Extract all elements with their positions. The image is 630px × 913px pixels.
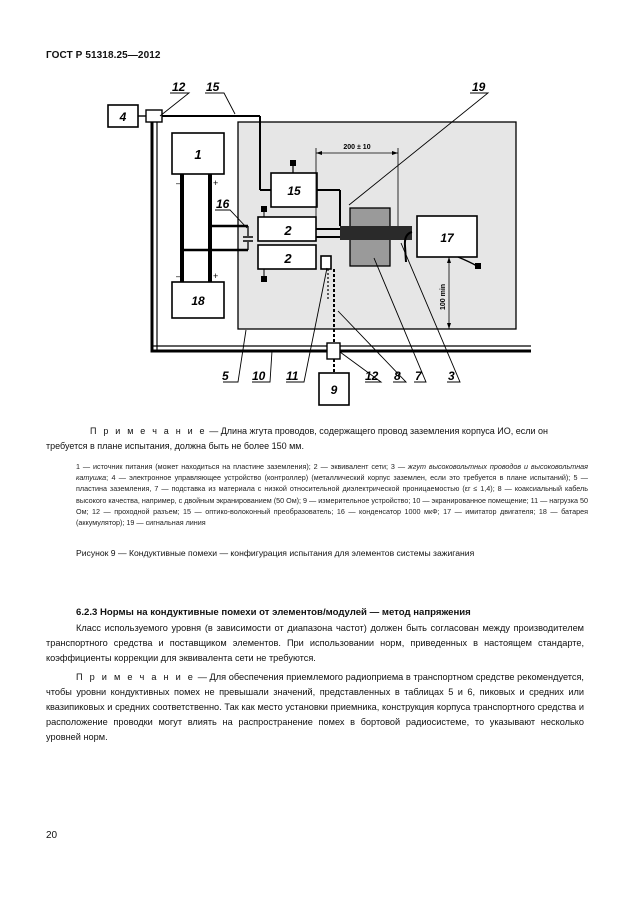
plus-bottom: + bbox=[213, 271, 219, 281]
dimension-vertical: 100 min bbox=[440, 283, 447, 310]
minus-top: – bbox=[176, 178, 182, 188]
label-1: 1 bbox=[194, 147, 202, 162]
note2-prefix: П р и м е ч а н и е bbox=[76, 672, 196, 682]
figure-legend bbox=[76, 461, 588, 528]
note2-text: — Для обеспечения приемлемого радиоприема в транспортном средстве рекомендуется, чтобы уровни кондуктивных помех не превышали значений, представленных в таблицах 5 и 6, пиковых и средних или квазипиковых и средних соответственно. Так как место установки приемника, конструкция корпуса транспортного средства и расположение проводки могут влиять на распространение помех в бортовой радиосистеме, то указывают несколько уровней норм. bbox=[46, 672, 584, 742]
legend-part-c: ; 4 — электронное управляющее устройство (контроллер) (металлический корпус заземлен, если это требуется в плане испытаний); 5 — пластина заземления, 7 — подставка из материала с низкой относительной диэлектрической проницаемостью (εr ≤ 1,4); 8 — коаксиальный кабель высокого качества, например, с двойным экранированием (50 Ом); 9 — измерительное устройство; 10 — экранированное помещение; 11 — нагрузка 50 Ом; 12 — проходной разъем; 15 — оптико-волоконный преобразователь; 16 — конденсатор 1000 мкФ; 17 — имитатор двигателя; 18 — батарея (аккумулятор); 19 — сигнальная линия bbox=[76, 473, 588, 528]
callout-10: 10 bbox=[252, 369, 266, 383]
paragraph-note bbox=[46, 670, 584, 745]
label-4: 4 bbox=[119, 110, 127, 124]
paragraph-1: Класс используемого уровня (в зависимости от диапазона частот) должен быть согласован между производителем транспортного средства и поставщиком элементов. При использовании норм, приведенных в настоящем стандарте, коэффициенты коррекции для эквивалента сети не требуются. bbox=[46, 623, 584, 663]
callout-7: 7 bbox=[415, 369, 422, 383]
callout-8: 8 bbox=[394, 369, 401, 383]
label-15-box: 15 bbox=[287, 184, 301, 198]
section-heading: 6.2.3 Нормы на кондуктивные помехи от элементов/модулей — метод напряжения bbox=[76, 607, 471, 618]
minus-bottom: – bbox=[176, 271, 182, 281]
label-17-box: 17 bbox=[440, 231, 454, 245]
label-9: 9 bbox=[330, 383, 338, 397]
page-number: 20 bbox=[46, 830, 58, 841]
feedthrough-bottom bbox=[327, 343, 340, 359]
callout-5: 5 bbox=[222, 369, 229, 383]
dimension-horizontal: 200 ± 10 bbox=[343, 144, 371, 151]
note-prefix: П р и м е ч а н и е bbox=[90, 426, 207, 436]
feedthrough-top bbox=[146, 110, 162, 122]
callout-3: 3 bbox=[448, 369, 455, 383]
callout-16: 16 bbox=[216, 197, 230, 211]
label-2-bottom: 2 bbox=[284, 251, 292, 266]
legend-part-b: жгут высоковольтных проводов и высоковольтная катушка bbox=[76, 462, 589, 483]
note-text: — Длина жгута проводов, содержащего провод заземления корпуса ИО, если он требуется в плане испытания, должна быть не более 150 мм. bbox=[46, 426, 548, 451]
test-setup-diagram bbox=[0, 0, 630, 420]
callout-12-bottom: 12 bbox=[365, 369, 379, 383]
callout-12-top: 12 bbox=[172, 80, 186, 94]
label-2-top: 2 bbox=[284, 223, 292, 238]
document-header: ГОСТ Р 51318.25—2012 bbox=[46, 50, 161, 61]
figure-note bbox=[46, 424, 586, 454]
load-50-ohm bbox=[321, 256, 331, 269]
callout-19: 19 bbox=[472, 80, 486, 94]
legend-part-a: 1 — источник питания (может находиться на пластине заземления); 2 — эквивалент сети; 3 — bbox=[76, 462, 408, 471]
callout-15: 15 bbox=[206, 80, 220, 94]
label-18: 18 bbox=[191, 294, 205, 308]
figure-caption: Рисунок 9 — Кондуктивные помехи — конфигурация испытания для элементов системы зажигания bbox=[76, 548, 475, 558]
callout-11: 11 bbox=[286, 369, 299, 383]
plus-top: + bbox=[213, 178, 219, 188]
